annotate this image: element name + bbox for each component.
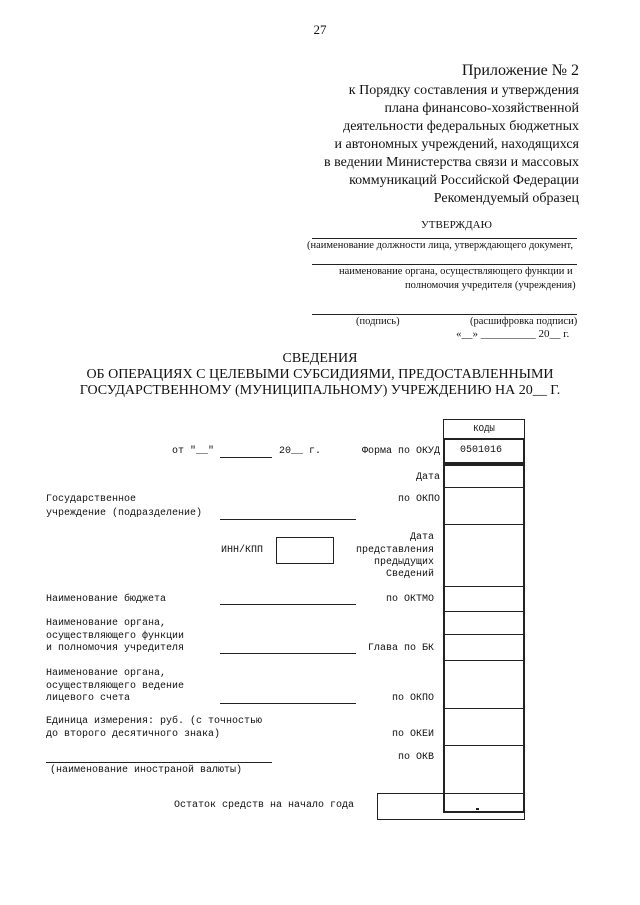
account-organ-line[interactable] xyxy=(220,703,356,704)
okpo-label-2: по ОКПО xyxy=(391,693,434,704)
codes-divider xyxy=(443,634,525,635)
appendix-line: и автономных учреждений, находящихся xyxy=(334,137,579,152)
account-organ-label-2: осуществляющего ведение xyxy=(46,681,185,692)
codes-divider xyxy=(443,660,525,661)
founder-line[interactable] xyxy=(220,653,356,654)
okud-label: Форма по ОКУД xyxy=(361,446,440,457)
document-subtitle-cont: ГОСУДАРСТВЕННОМУ (МУНИЦИПАЛЬНОМУ) УЧРЕЖДЕНИЮ НА 20__ Г. xyxy=(79,383,561,398)
institution-line[interactable] xyxy=(220,519,356,520)
signature-line xyxy=(312,314,577,315)
appendix-line: в ведении Министерства связи и массовых xyxy=(324,155,579,170)
decode-caption: (расшифровка подписи) xyxy=(470,316,578,327)
prev-date-label-2: представления xyxy=(355,545,434,556)
okpo-label: по ОКПО xyxy=(397,494,440,505)
currency-line[interactable] xyxy=(46,762,272,763)
codes-border xyxy=(443,464,445,812)
codes-divider xyxy=(443,708,525,709)
codes-header: КОДЫ xyxy=(473,424,495,434)
appendix-title: Приложение № 2 xyxy=(461,62,579,79)
balance-label: Остаток средств на начало года xyxy=(174,800,355,811)
codes-divider xyxy=(443,586,525,587)
appendix-line: плана финансово-хозяйственной xyxy=(384,101,579,116)
inn-kpp-label: ИНН/КПП xyxy=(221,545,264,556)
budget-label: Наименование бюджета xyxy=(46,594,167,605)
approver-caption: (наименование должности лица, утверждающего документ, xyxy=(307,240,573,251)
approver-position-line xyxy=(312,238,577,239)
account-organ-label: Наименование органа, xyxy=(46,668,167,679)
budget-line[interactable] xyxy=(220,604,356,605)
page-number: 27 xyxy=(313,22,327,37)
okud-code-value: 0501016 xyxy=(460,445,503,456)
appendix-line: к Порядку составления и утверждения xyxy=(348,83,579,98)
inn-kpp-field[interactable] xyxy=(276,537,334,564)
founder-label-3: и полномочия учредителя xyxy=(46,643,185,654)
codes-divider xyxy=(443,464,525,466)
codes-divider xyxy=(443,487,525,488)
signature-caption: (подпись) xyxy=(356,316,400,327)
codes-divider xyxy=(443,611,525,612)
date-from-label: от "__" xyxy=(172,446,215,457)
founder-label: Наименование органа, xyxy=(46,618,167,629)
unit-label: Единица измерения: руб. (с точностью xyxy=(46,716,263,727)
founder-label-2: осуществляющего функции xyxy=(46,631,185,642)
oktmo-label: по ОКТМО xyxy=(385,594,434,605)
prev-date-label-3: предыдущих xyxy=(373,557,434,568)
codes-divider xyxy=(443,524,525,525)
unit-label-2: до второго десятичного знака) xyxy=(46,729,221,740)
sample-label: Рекомендуемый образец xyxy=(433,191,579,206)
date-year-label: 20__ г. xyxy=(279,446,322,457)
approve-title: УТВЕРЖДАЮ xyxy=(421,219,492,231)
approver-organ-line xyxy=(312,264,577,265)
prev-date-label: Дата xyxy=(409,532,434,543)
organ-caption-cont: полномочия учредителя (учреждения) xyxy=(405,280,576,291)
institution-label-cont: учреждение (подразделение) xyxy=(46,508,203,519)
organ-caption: наименование органа, осуществляющего функции и xyxy=(339,266,573,277)
codes-column xyxy=(443,419,525,812)
balance-mark xyxy=(476,808,479,810)
document-subtitle: ОБ ОПЕРАЦИЯХ С ЦЕЛЕВЫМИ СУБСИДИЯМИ, ПРЕДОСТАВЛЕННЫМИ xyxy=(86,367,554,382)
okei-label: по ОКЕИ xyxy=(391,729,434,740)
balance-field[interactable] xyxy=(377,793,525,820)
date-label: Дата xyxy=(415,472,440,483)
document-title: СВЕДЕНИЯ xyxy=(282,351,358,366)
codes-border xyxy=(523,464,525,812)
prev-date-label-4: Сведений xyxy=(385,569,434,580)
appendix-line: деятельности федеральных бюджетных xyxy=(343,119,579,134)
institution-label: Государственное xyxy=(46,494,137,505)
currency-caption: (наименование иностраной валюты) xyxy=(50,765,243,776)
account-organ-label-3: лицевого счета xyxy=(46,693,131,704)
okv-label: по ОКВ xyxy=(397,752,434,763)
bk-label: Глава по БК xyxy=(367,643,434,654)
approve-date: «__» __________ 20__ г. xyxy=(456,328,570,340)
codes-divider xyxy=(443,745,525,746)
date-month-line[interactable] xyxy=(220,457,272,458)
appendix-line: коммуникаций Российской Федерации xyxy=(349,173,579,188)
